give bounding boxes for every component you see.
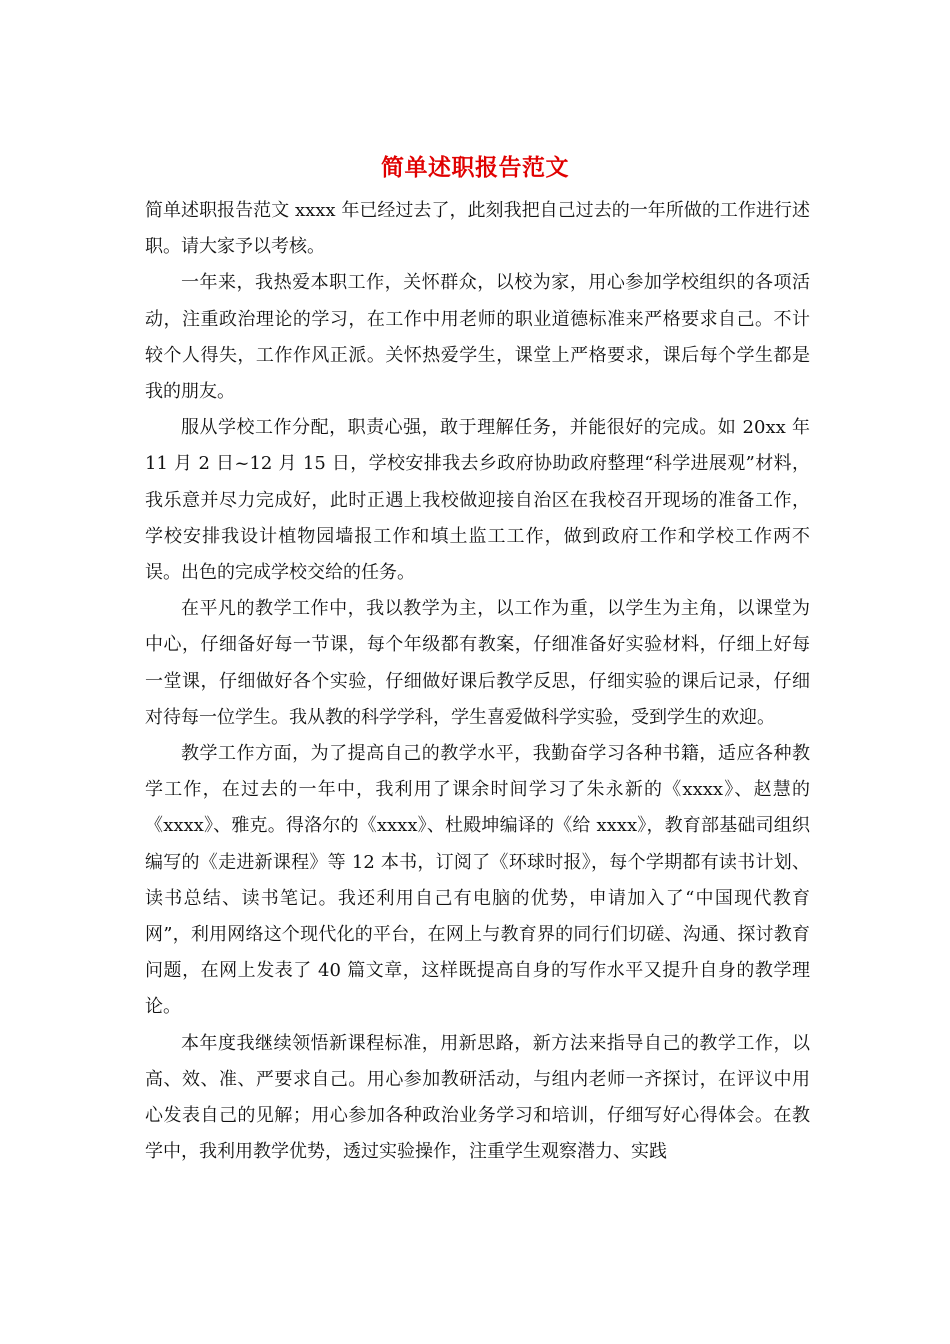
paragraph-assignment: 服从学校工作分配，职责心强，敢于理解任务，并能很好的完成。如 20xx 年 11 月 2 日~12 月 15 日，学校安排我去乡政府协助政府整理“科学进展观”材料，我乐意并尽力完成好，此时正遇上我校做迎接自治区在我校召开现场的准备工作，学校安排我设计植物园墙报工作和填土监工工作，做到政府工作和学校工作两不误。出色的完成学校交给的任务。 (145, 417, 810, 584)
paragraph-teaching: 在平凡的教学工作中，我以教学为主，以工作为重，以学生为主角，以课堂为中心，仔细备好每一节课，每个年级都有教案，仔细准备好实验材料，仔细上好每一堂课，仔细做好各个实验，仔细做好课后教学反思，仔细实验的课后记录，仔细对待每一位学生。我从教的科学学科，学生喜爱做科学实验，受到学生的欢迎。 (145, 598, 810, 728)
paragraph-curriculum: 本年度我继续领悟新课程标准，用新思路，新方法来指导自己的教学工作，以高、效、准、严要求自己。用心参加教研活动，与组内老师一齐探讨，在评议中用心发表自己的见解；用心参加各种政治业务学习和培训，仔细写好心得体会。在教学中，我利用教学优势，透过实验操作，注重学生观察潜力、实践 (145, 1032, 810, 1163)
document-body (145, 193, 810, 1170)
document-title: 简单述职报告范文 (381, 154, 569, 181)
paragraph-study: 教学工作方面，为了提高自己的教学水平，我勤奋学习各种书籍，适应各种教学工作，在过去的一年中，我利用了课余时间学习了朱永新的《xxxx》、赵慧的《xxxx》、雅克。得洛尔的《xxxx》、杜殿坤编译的《给 xxxx》，教育部基础司组织编写的《走进新课程》等 12 本书，订阅了《环球时报》，每个学期都有读书计划、读书总结、读书笔记。我还利用自己有电脑的优势，申请加入了“中国现代教育网”，利用网络这个现代化的平台，在网上与教育界的同行们切磋、沟通、探讨教育问题，在网上发表了 40 篇文章，这样既提高自身的写作水平又提升自身的教学理论。 (145, 743, 810, 1018)
paragraph-attitude: 一年来，我热爱本职工作，关怀群众，以校为家，用心参加学校组织的各项活动，注重政治理论的学习，在工作中用老师的职业道德标准来严格要求自己。不计较个人得失，工作作风正派。关怀热爱学生，课堂上严格要求，课后每个学生都是我的朋友。 (145, 272, 810, 403)
paragraph-intro: 简单述职报告范文 xxxx 年已经过去了，此刻我把自己过去的一年所做的工作进行述职。请大家予以考核。 (145, 200, 810, 258)
